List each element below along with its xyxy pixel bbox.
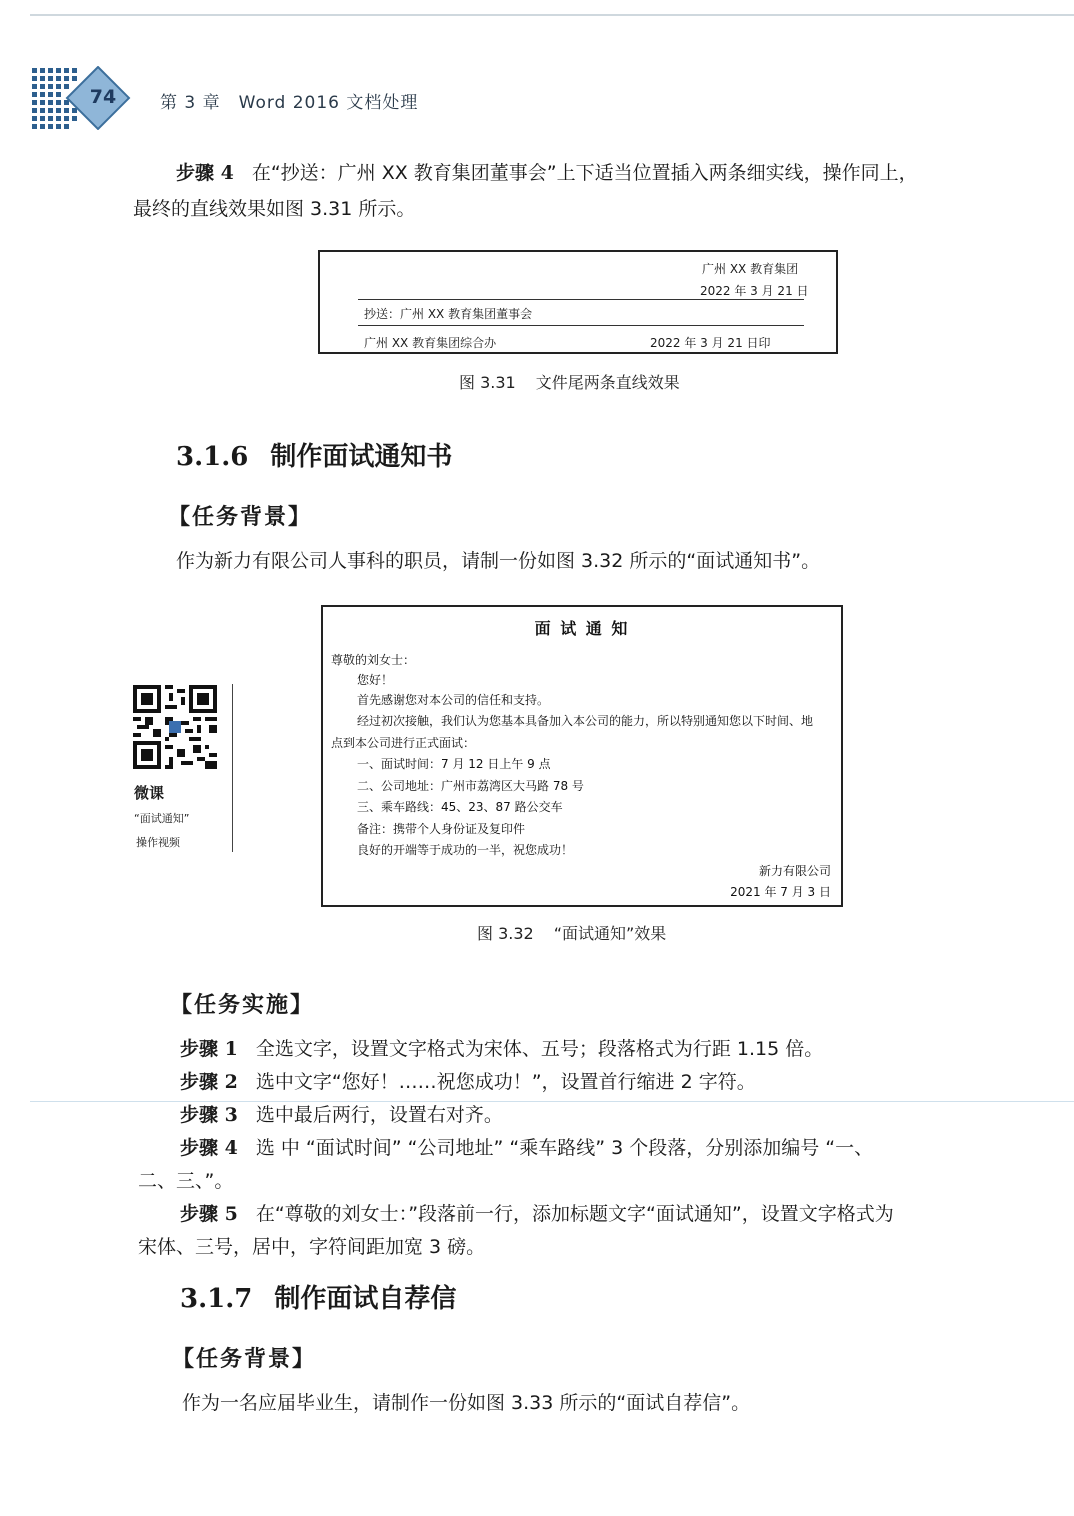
step-label: 步骤 1 bbox=[180, 1038, 238, 1060]
figure-3-32 bbox=[321, 605, 843, 907]
step-label: 步骤 3 bbox=[180, 1104, 238, 1126]
fig331-org: 广州 XX 教育集团 bbox=[702, 262, 799, 276]
section-316-num: 3.1.6 bbox=[176, 442, 249, 472]
top-rule bbox=[30, 14, 1074, 16]
qr-label-line2: “面试通知” bbox=[134, 812, 190, 825]
step-text: 选 中 “面试时间” “公司地址” “乘车路线” 3 个段落，分别添加编号 “一、 bbox=[255, 1137, 874, 1159]
qr-label-line3: 操作视频 bbox=[136, 836, 180, 849]
impl-step-4-continuation: 二、三、”。 bbox=[138, 1170, 234, 1192]
section-317-heading bbox=[180, 1278, 456, 1315]
fig331-caption bbox=[459, 370, 680, 393]
impl-step-5-continuation: 宋体、三号，居中，字符间距加宽 3 磅。 bbox=[138, 1236, 486, 1258]
step-text: 选中最后两行，设置右对齐。 bbox=[255, 1104, 503, 1126]
fig332-caption-num: 图 3.32 bbox=[477, 924, 534, 943]
fig331-office: 广州 XX 教育集团综合办 bbox=[364, 336, 497, 350]
fig331-line-bottom bbox=[358, 325, 804, 326]
step-text: 选中文字“您好！……祝您成功！”，设置首行缩进 2 字符。 bbox=[255, 1071, 756, 1093]
section-316-background-text: 作为新力有限公司人事科的职员，请制一份如图 3.32 所示的“面试通知书”。 bbox=[176, 550, 821, 572]
step-label: 步骤 4 bbox=[180, 1137, 238, 1159]
qr-separator bbox=[232, 684, 233, 852]
fig331-cc: 抄送：广州 XX 教育集团董事会 bbox=[364, 307, 533, 321]
fig331-line-top bbox=[358, 299, 804, 300]
qr-code-icon[interactable] bbox=[133, 685, 217, 769]
fig331-caption-text: 文件尾两条直线效果 bbox=[535, 373, 680, 392]
fig332-note: 备注：携带个人身份证及复印件 bbox=[357, 822, 526, 836]
section-317-title: 制作面试自荐信 bbox=[274, 1284, 457, 1314]
chapter-title: Word 2016 文档处理 bbox=[238, 93, 419, 113]
chapter-number: 第 3 章 bbox=[160, 93, 221, 113]
fig332-line2a: 经过初次接触，我们认为您基本具备加入本公司的能力，所以特别通知您以下时间、地 bbox=[357, 714, 814, 728]
step-text: 全选文字，设置文字格式为宋体、五号；段落格式为行距 1.15 倍。 bbox=[255, 1038, 824, 1060]
impl-step-3 bbox=[180, 1098, 503, 1132]
fig332-title: 面 试 通 知 bbox=[534, 619, 630, 638]
section-316-title: 制作面试通知书 bbox=[270, 442, 453, 472]
impl-step-4 bbox=[180, 1131, 873, 1165]
fig332-item2: 二、公司地址：广州市荔湾区大马路 78 号 bbox=[357, 779, 584, 793]
fig332-caption bbox=[477, 921, 666, 944]
impl-step-1 bbox=[180, 1032, 823, 1066]
section-317-background-text: 作为一名应届毕业生，请制作一份如图 3.33 所示的“面试自荐信”。 bbox=[182, 1392, 751, 1414]
fig332-line1: 首先感谢您对本公司的信任和支持。 bbox=[357, 693, 550, 707]
fig332-caption-text: “面试通知”效果 bbox=[553, 924, 667, 943]
fig331-caption-num: 图 3.31 bbox=[459, 373, 516, 392]
fig331-print-date: 2022 年 3 月 21 日印 bbox=[650, 336, 771, 350]
page-number: 74 bbox=[89, 86, 117, 108]
fig331-date: 2022 年 3 月 21 日 bbox=[700, 284, 809, 298]
fig332-date: 2021 年 7 月 3 日 bbox=[730, 885, 831, 899]
impl-step-5 bbox=[180, 1197, 894, 1231]
step-label: 步骤 5 bbox=[180, 1203, 238, 1225]
step-text: 在“抄送：广州 XX 教育集团董事会”上下适当位置插入两条细实线，操作同上， bbox=[251, 162, 918, 184]
intro-step-continuation: 最终的直线效果如图 3.31 所示。 bbox=[133, 198, 416, 220]
step-label: 步骤 2 bbox=[180, 1071, 238, 1093]
fig332-company: 新力有限公司 bbox=[758, 864, 831, 878]
chapter-header bbox=[160, 88, 418, 113]
figure-3-31 bbox=[318, 250, 838, 354]
implementation-heading: 【任务实施】 bbox=[170, 993, 315, 1018]
fig332-closing: 良好的开端等于成功的一半，祝您成功！ bbox=[357, 843, 574, 857]
fig332-line2b: 点到本公司进行正式面试： bbox=[331, 736, 476, 750]
section-316-heading bbox=[176, 436, 452, 473]
qr-title: 微课 bbox=[134, 784, 165, 802]
step-label: 步骤 4 bbox=[176, 162, 234, 184]
section-316-background-heading: 【任务背景】 bbox=[168, 505, 313, 530]
step-text: 在“尊敬的刘女士：”段落前一行，添加标题文字“面试通知”，设置文字格式为 bbox=[255, 1203, 894, 1225]
section-317-background-heading: 【任务背景】 bbox=[172, 1347, 317, 1372]
section-317-num: 3.1.7 bbox=[180, 1284, 253, 1314]
impl-step-2 bbox=[180, 1065, 756, 1099]
fig332-salutation: 尊敬的刘女士： bbox=[331, 653, 416, 667]
fig332-item1: 一、面试时间：7 月 12 日上午 9 点 bbox=[357, 757, 551, 771]
fig332-greeting: 您好！ bbox=[357, 673, 394, 687]
fig332-item3: 三、乘车路线：45、23、87 路公交车 bbox=[357, 800, 563, 814]
intro-step bbox=[176, 156, 918, 190]
